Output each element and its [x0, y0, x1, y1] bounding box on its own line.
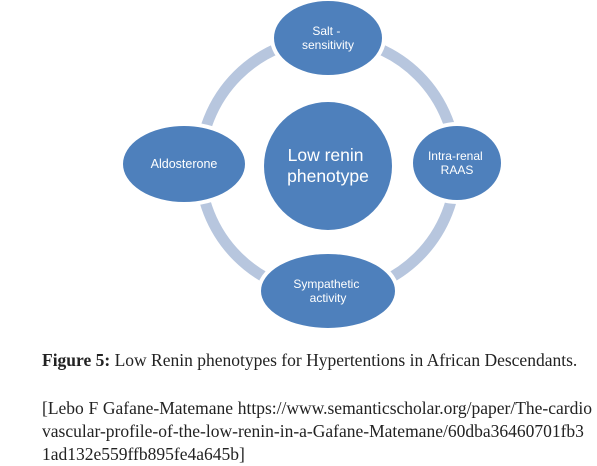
node-aldosterone-label [151, 157, 218, 171]
sympathetic-line-1: Sympathetic [293, 277, 360, 291]
figure-caption-text: Low Renin phenotypes for Hypertentions in African Descendants. [114, 350, 578, 370]
node-intra-renal-raas [411, 124, 503, 202]
figure-caption [42, 349, 592, 372]
center-node-low-renin-phenotype [264, 102, 392, 230]
center-line-1: Low renin [287, 145, 364, 165]
node-aldosterone [121, 124, 247, 204]
node-salt-sensitivity [272, 0, 384, 77]
center-line-2: phenotype [287, 166, 369, 186]
source-citation: [Lebo F Gafane-Matemane https://www.semanticscholar.org/paper/The-cardiovascular-profile-of-the-low-renin-in-a-Gafane-Matemane/60dba36460701fb31ad132e559ffb895fe4a645b] [42, 398, 592, 464]
aldosterone-line-1: Aldosterone [150, 157, 218, 171]
node-sympathetic-activity [259, 252, 397, 330]
salt-line-1: Salt - [312, 24, 341, 38]
salt-line-2: sensitivity [301, 38, 355, 52]
center-node-label [287, 145, 369, 186]
sympathetic-line-2: activity [309, 291, 347, 305]
figure-label: Figure 5: [42, 350, 111, 370]
raas-line-2: RAAS [440, 163, 474, 177]
raas-line-1: Intra-renal [427, 149, 483, 163]
